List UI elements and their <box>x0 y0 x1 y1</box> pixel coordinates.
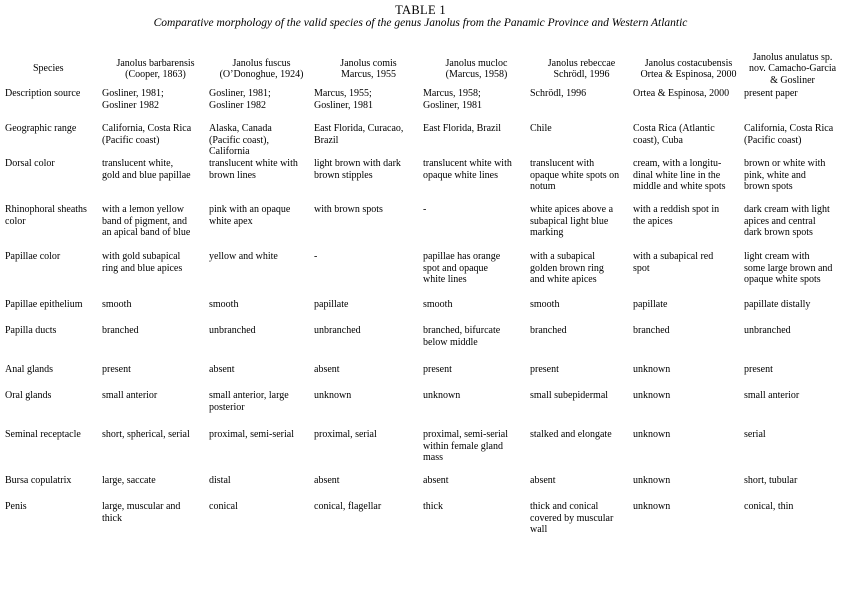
row-label: Description source <box>5 88 81 99</box>
table-cell: Marcus, 1958; Gosliner, 1981 <box>423 88 483 111</box>
table-cell: unknown <box>633 475 671 486</box>
row-label: Oral glands <box>5 390 52 401</box>
table-cell: light brown with dark brown stipples <box>314 158 401 181</box>
table-cell: unknown <box>314 390 352 401</box>
table-cell: thick <box>423 501 443 512</box>
table-cell: branched, bifurcate below middle <box>423 325 501 348</box>
table-cell: unbranched <box>314 325 361 336</box>
table-cell: yellow and white <box>209 251 278 262</box>
table-cell: - <box>423 204 427 215</box>
table-cell: papillate distally <box>744 299 811 310</box>
row-label: Anal glands <box>5 364 54 375</box>
table-cell: cream, with a longitu- dinal white line in the middle and white spots <box>633 158 726 192</box>
table-row <box>5 204 841 251</box>
table-cell: Marcus, 1955; Gosliner, 1981 <box>314 88 374 111</box>
table-cell: translucent white, gold and blue papillae <box>102 158 191 181</box>
table-cell: conical <box>209 501 238 512</box>
table-cell: papillate <box>314 299 349 310</box>
table-row <box>5 429 841 475</box>
row-label: Bursa copulatrix <box>5 475 72 486</box>
table-cell: absent <box>530 475 556 486</box>
table-cell: brown or white with pink, white and brown spots <box>744 158 826 192</box>
table-cell: branched <box>102 325 139 336</box>
table-cell: Costa Rica (Atlantic coast), Cuba <box>633 123 715 146</box>
table-cell: stalked and elongate <box>530 429 612 440</box>
table-cell: small anterior <box>744 390 800 401</box>
table-cell: unknown <box>633 429 671 440</box>
row-label: Geographic range <box>5 123 77 134</box>
table-row <box>5 325 841 364</box>
table-cell: large, saccate <box>102 475 156 486</box>
table-cell: pink with an opaque white apex <box>209 204 291 227</box>
table-row <box>5 88 841 123</box>
table-cell: proximal, serial <box>314 429 377 440</box>
table-cell: thick and conical covered by muscular wall <box>530 501 614 535</box>
table-cell: Gosliner, 1981; Gosliner 1982 <box>102 88 164 111</box>
table-caption: Comparative morphology of the valid species of the genus Janolus from the Panamic Province and Western Atlantic <box>153 17 688 29</box>
row-label: Papillae epithelium <box>5 299 83 310</box>
species-header: Species <box>33 63 64 75</box>
table-cell: light cream with some large brown and opaque white spots <box>744 251 833 285</box>
table-row <box>5 364 841 390</box>
table-cell: unbranched <box>209 325 256 336</box>
table-cell: smooth <box>102 299 132 310</box>
table-cell: unknown <box>633 364 671 375</box>
table-row <box>5 390 841 429</box>
species-column-header: Janolus costacubensis Ortea & Espinosa, 2000 <box>640 57 737 80</box>
table-cell: white apices above a subapical light blue marking <box>530 204 614 238</box>
table-cell: with a subapical red spot <box>633 251 714 274</box>
table-cell: short, spherical, serial <box>102 429 190 440</box>
table-body <box>5 88 841 536</box>
species-column-header: Janolus fuscus (O’Donoghue, 1924) <box>219 57 304 80</box>
row-label: Papillae color <box>5 251 61 262</box>
table-cell: with a reddish spot in the apices <box>633 204 720 227</box>
table-cell: Chile <box>530 123 552 134</box>
table-cell: absent <box>209 364 235 375</box>
table-cell: large, muscular and thick <box>102 501 181 524</box>
table-row <box>5 475 841 501</box>
table-cell: present <box>744 364 773 375</box>
species-column-header: Janolus comis Marcus, 1955 <box>340 57 397 80</box>
table-cell: short, tubular <box>744 475 798 486</box>
table-row <box>5 299 841 325</box>
table-cell: present <box>102 364 131 375</box>
table-cell: branched <box>530 325 567 336</box>
table-cell: proximal, semi-serial within female gland mass <box>423 429 508 463</box>
table-cell: proximal, semi-serial <box>209 429 294 440</box>
table-cell: smooth <box>209 299 239 310</box>
species-column-header: Janolus rebeccae Schrödl, 1996 <box>547 57 616 80</box>
table-cell: East Florida, Brazil <box>423 123 502 134</box>
species-column-header: Janolus barbarensis (Cooper, 1863) <box>116 57 195 80</box>
species-column-header: Janolus mucloc (Marcus, 1958) <box>445 57 508 80</box>
table-cell: smooth <box>423 299 453 310</box>
table-row <box>5 123 841 158</box>
row-label: Rhinophoral sheaths color <box>5 204 87 227</box>
table-cell: small anterior, large posterior <box>209 390 289 413</box>
table-cell: translucent with opaque white spots on notum <box>530 158 620 192</box>
table-cell: absent <box>314 364 340 375</box>
table-row <box>5 501 841 536</box>
table-cell: with a lemon yellow band of pigment, and an apical band of blue <box>102 204 191 238</box>
table-cell: - <box>314 251 318 262</box>
table-cell: unknown <box>633 390 671 401</box>
table-cell: small subepidermal <box>530 390 609 401</box>
table-cell: unbranched <box>744 325 791 336</box>
table-cell: unknown <box>423 390 461 401</box>
table-cell: translucent white with opaque white lines <box>423 158 512 181</box>
morphology-table <box>5 50 841 536</box>
table-number: TABLE 1 <box>395 3 446 17</box>
table-cell: distal <box>209 475 231 486</box>
table-cell: translucent white with brown lines <box>209 158 298 181</box>
table-cell: Ortea & Espinosa, 2000 <box>633 88 730 99</box>
row-label: Dorsal color <box>5 158 55 169</box>
row-label: Seminal receptacle <box>5 429 81 440</box>
header-row <box>5 50 841 88</box>
table-cell: papillate <box>633 299 668 310</box>
table-cell: with brown spots <box>314 204 383 215</box>
table-cell: conical, flagellar <box>314 501 382 512</box>
table-cell: Schrödl, 1996 <box>530 88 587 99</box>
table-cell: present paper <box>744 88 798 99</box>
table-cell: absent <box>423 475 449 486</box>
table-cell: unknown <box>633 501 671 512</box>
table-cell: present <box>423 364 452 375</box>
table-cell: serial <box>744 429 766 440</box>
table-cell: East Florida, Curacao, Brazil <box>314 123 404 146</box>
table-cell: papillae has orange spot and opaque white lines <box>423 251 501 285</box>
table-cell: California, Costa Rica (Pacific coast) <box>744 123 834 146</box>
table-cell: with gold subapical ring and blue apices <box>102 251 183 274</box>
table-cell: Gosliner, 1981; Gosliner 1982 <box>209 88 271 111</box>
table-cell: with a subapical golden brown ring and white apices <box>530 251 604 285</box>
table-row <box>5 251 841 299</box>
table-cell: Alaska, Canada (Pacific coast), California <box>209 123 272 157</box>
table-cell: dark cream with light apices and central dark brown spots <box>744 204 830 238</box>
row-label: Penis <box>5 501 27 512</box>
row-label: Papilla ducts <box>5 325 57 336</box>
species-column-header: Janolus anulatus sp. nov. Camacho-Garcia & Gosliner <box>748 51 837 86</box>
table-cell: smooth <box>530 299 560 310</box>
table-cell: present <box>530 364 559 375</box>
table-cell: conical, thin <box>744 501 794 512</box>
table-cell: California, Costa Rica (Pacific coast) <box>102 123 192 146</box>
table-row <box>5 158 841 204</box>
table-cell: absent <box>314 475 340 486</box>
table-cell: branched <box>633 325 670 336</box>
table-cell: small anterior <box>102 390 158 401</box>
